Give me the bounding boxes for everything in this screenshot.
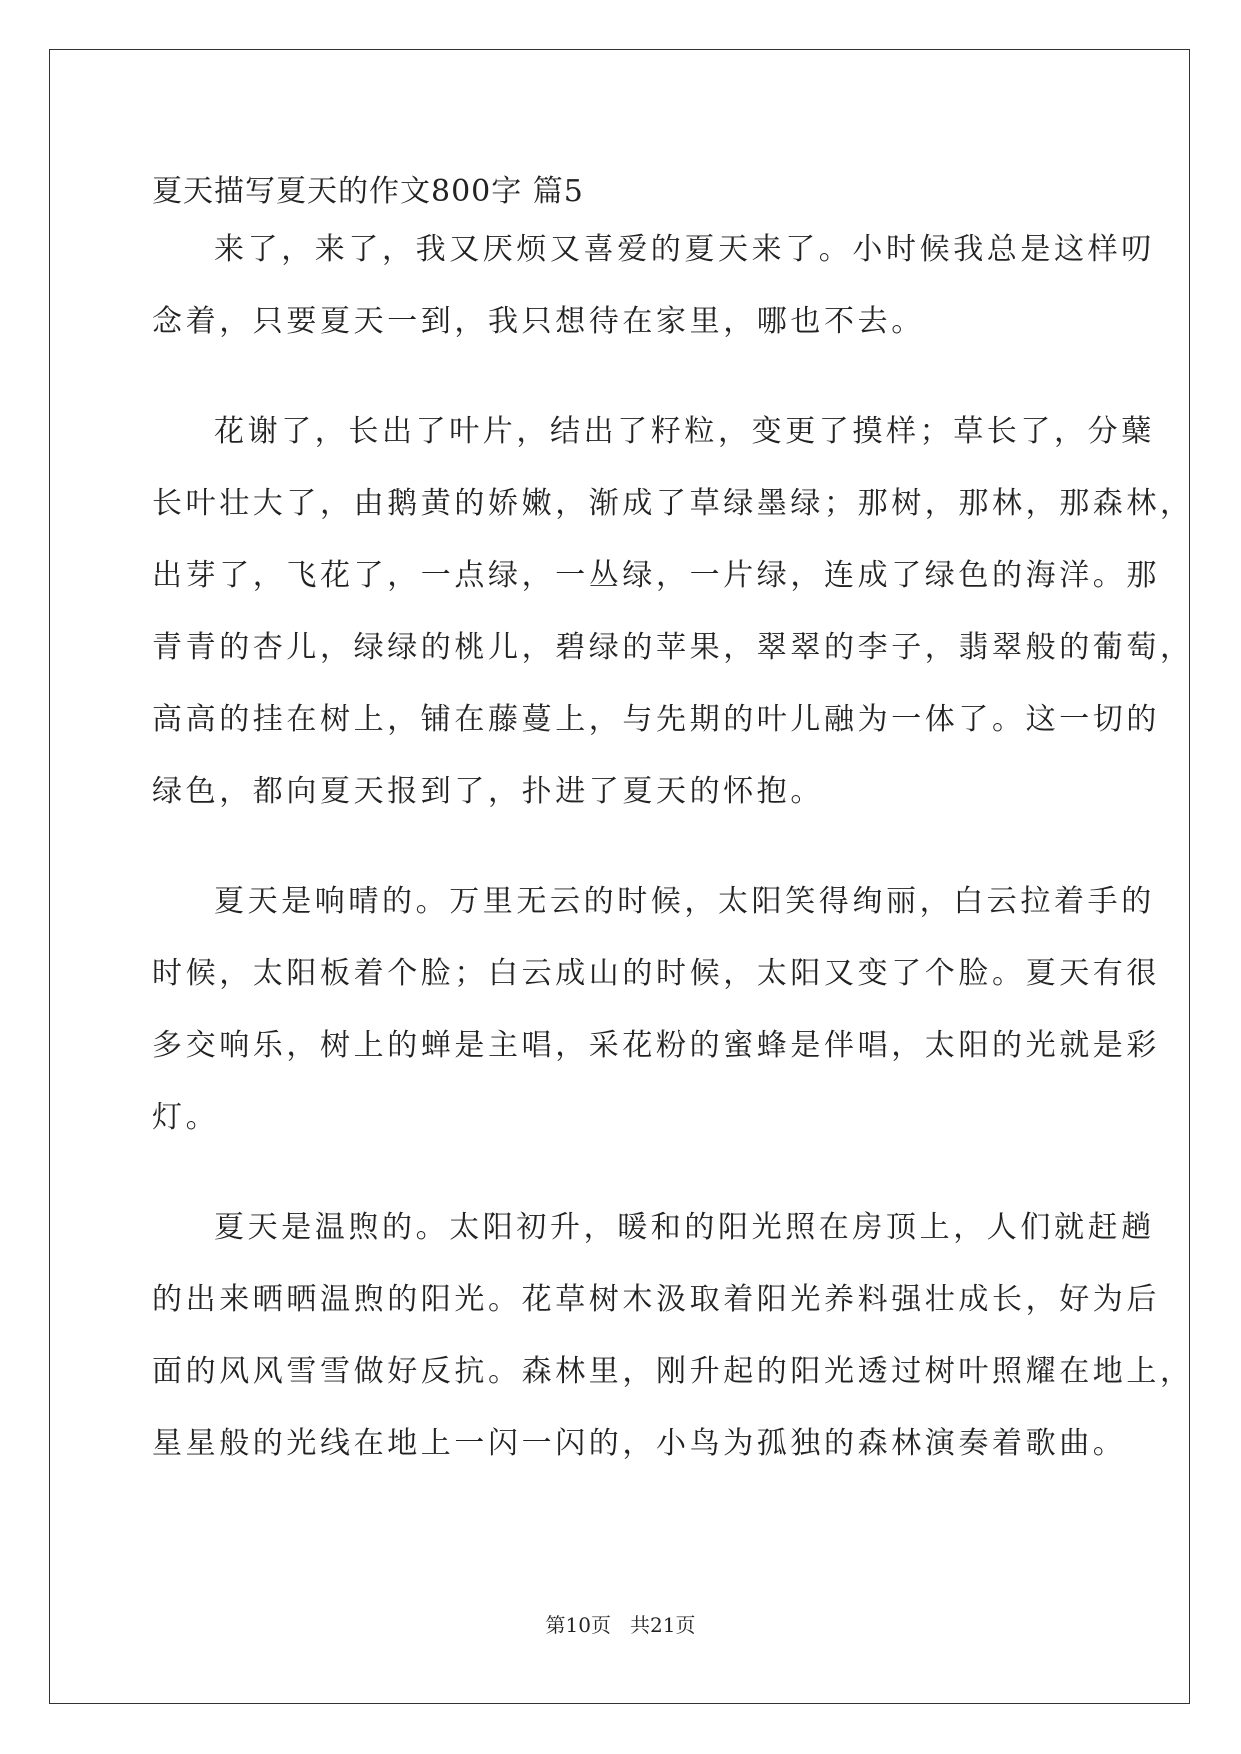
paragraph-4-line-1: 夏天是温煦的。太阳初升，暖和的阳光照在房顶上，人们就赶趟 (214, 1210, 1155, 1245)
paragraph-2-line-4: 青青的杏儿，绿绿的桃儿，碧绿的苹果，翠翠的李子，翡翠般的葡萄， (152, 630, 1194, 665)
document-title: 夏天描写夏天的作文800字 篇5 (152, 174, 584, 209)
paragraph-3-line-3: 多交响乐，树上的蝉是主唱，采花粉的蜜蜂是伴唱，太阳的光就是彩 (152, 1028, 1160, 1063)
paragraph-3-line-4: 灯。 (152, 1100, 220, 1135)
paragraph-1-line-2: 念着，只要夏天一到，我只想待在家里，哪也不去。 (152, 304, 925, 339)
paragraph-4-line-2: 的出来晒晒温煦的阳光。花草树木汲取着阳光养料强壮成长，好为后 (152, 1282, 1160, 1317)
paragraph-1-line-1: 来了，来了，我又厌烦又喜爱的夏天来了。小时候我总是这样叨 (214, 232, 1155, 267)
paragraph-3-line-1: 夏天是响晴的。万里无云的时候，太阳笑得绚丽，白云拉着手的 (214, 884, 1155, 919)
paragraph-2-line-3: 出芽了，飞花了，一点绿，一丛绿，一片绿，连成了绿色的海洋。那 (152, 558, 1160, 593)
paragraph-3-line-2: 时候，太阳板着个脸；白云成山的时候，太阳又变了个脸。夏天有很 (152, 956, 1160, 991)
paragraph-2-line-2: 长叶壮大了，由鹅黄的娇嫩，渐成了草绿墨绿；那树，那林，那森林， (152, 486, 1194, 521)
paragraph-2-line-5: 高高的挂在树上，铺在藤蔓上，与先期的叶儿融为一体了。这一切的 (152, 702, 1160, 737)
page-number-footer: 第10页 共21页 (545, 1613, 696, 1637)
paragraph-4-line-4: 星星般的光线在地上一闪一闪的，小鸟为孤独的森林演奏着歌曲。 (152, 1426, 1127, 1461)
paragraph-2-line-6: 绿色，都向夏天报到了，扑进了夏天的怀抱。 (152, 774, 824, 809)
paragraph-4-line-3: 面的风风雪雪做好反抗。森林里，刚升起的阳光透过树叶照耀在地上， (152, 1354, 1194, 1389)
paragraph-2-line-1: 花谢了，长出了叶片，结出了籽粒，变更了摸样；草长了，分蘖 (214, 414, 1155, 449)
